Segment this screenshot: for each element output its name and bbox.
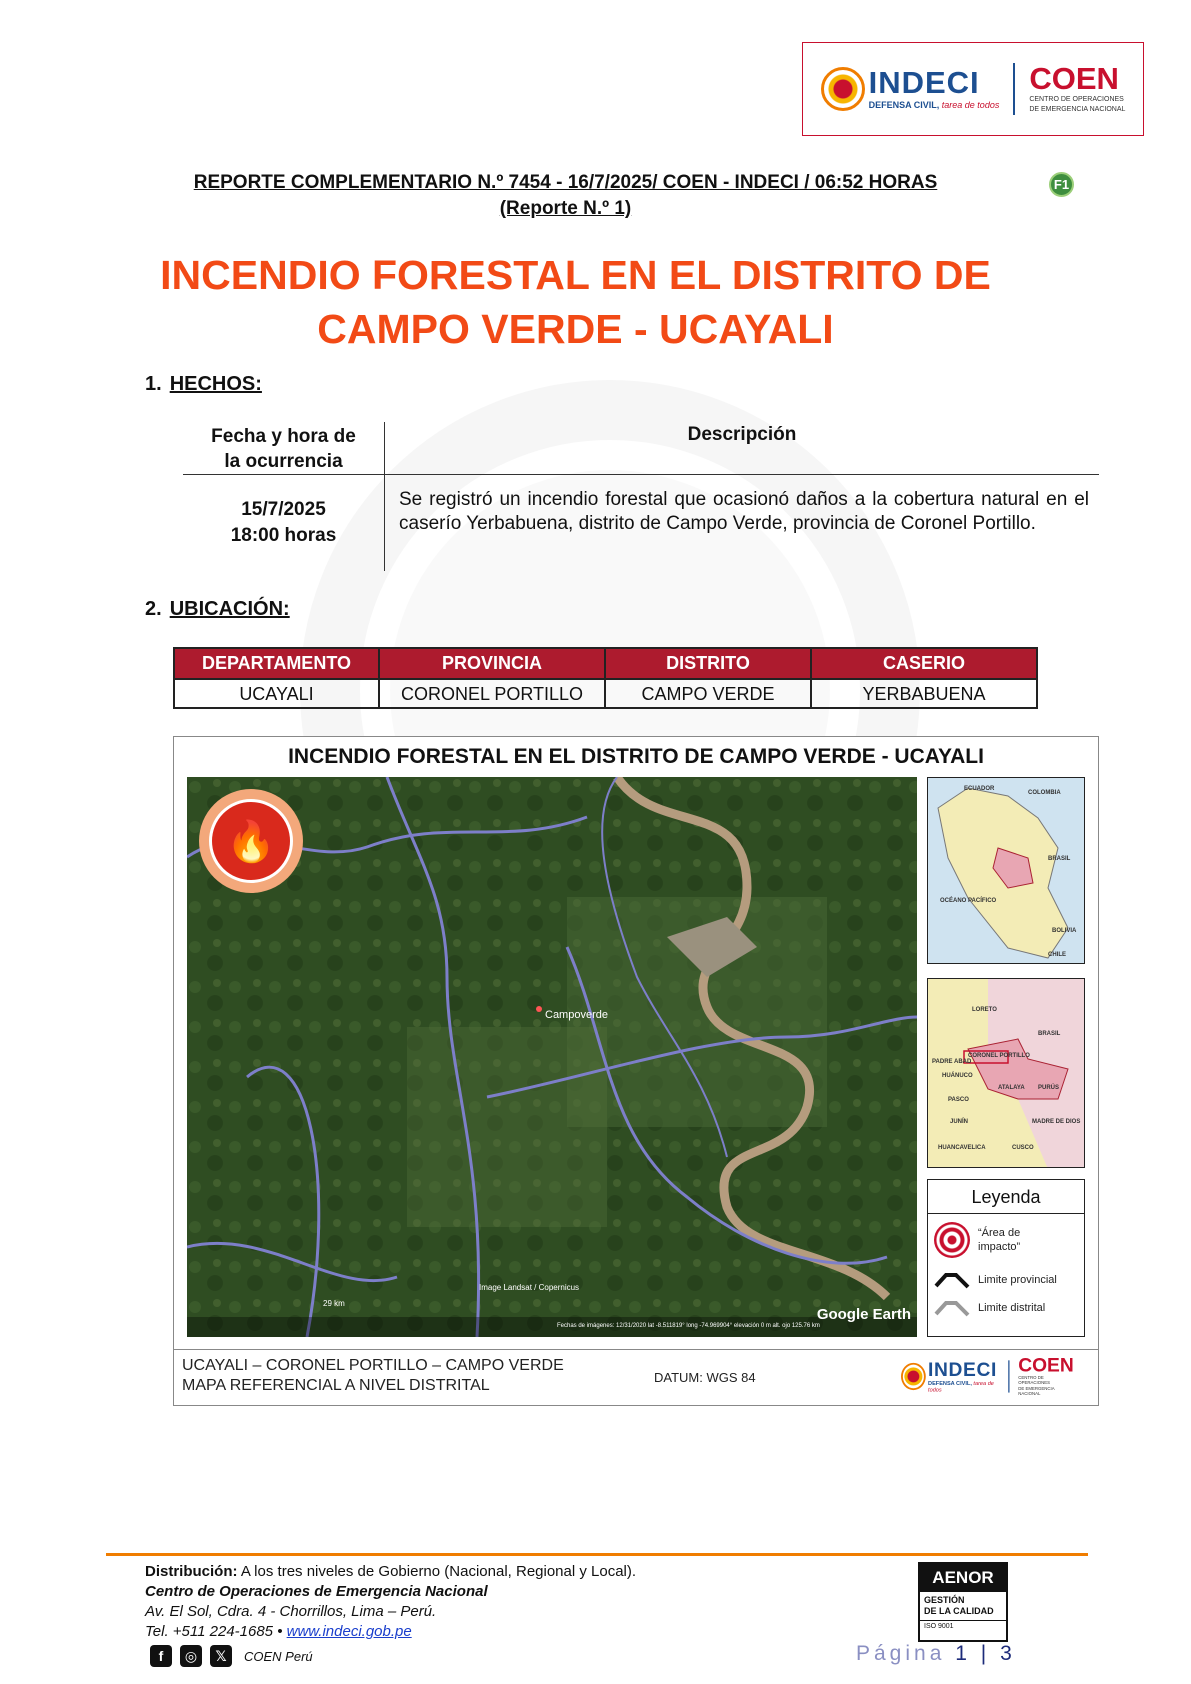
map-scale-label: 29 km [323, 1299, 345, 1308]
map-info-strip: Fechas de imágenes: 12/31/2020 lat -8.511819° long -74.969904° elevación 0 m alt. ojo 125.76 km [557, 1323, 820, 1329]
inset-map-ucayali: LORETO BRASIL CORONEL PORTILLO PADRE ABAD HUÁNUCO ATALAYA PURÚS PASCO JUNÍN MADRE DE DIOS CUSCO HUANCAVELICA [927, 978, 1085, 1168]
aenor-certification-badge: AENOR GESTIÓN DE LA CALIDAD ISO 9001 [918, 1562, 1008, 1642]
report-sequence: (Reporte N.º 1) [499, 198, 632, 219]
hechos-data-row [183, 475, 1099, 571]
ubicacion-header-row [175, 649, 1036, 678]
coen-wordmark: COEN [1029, 61, 1119, 96]
social-links [150, 1645, 313, 1667]
impact-target-icon [934, 1222, 970, 1258]
logo-divider [1013, 63, 1015, 115]
page-number: Página 1 | 3 [856, 1642, 1016, 1665]
map-figure [173, 736, 1099, 1406]
map-footer [174, 1349, 1098, 1405]
legend-impact: “Área de impacto” [934, 1222, 1084, 1258]
occurrence-description: Se registró un incendio forestal que ocasionó daños a la cobertura natural en el caserío Yerbabuena, distrito de Campo Verde, provincia de Coronel Portillo. [399, 489, 1089, 534]
hechos-header-row [183, 422, 1099, 475]
value-departamento: UCAYALI [175, 678, 380, 707]
map-footer-logo: INDECI DEFENSA CIVIL, tarea de todos COEN CENTRO DE OPERACIONES DE EMERGENCIA NACIONAL [901, 1356, 1074, 1397]
facebook-icon[interactable]: f [150, 1645, 172, 1667]
ubicacion-table [173, 647, 1038, 709]
social-handle: COEN Perú [244, 1648, 313, 1664]
satellite-map [187, 777, 917, 1337]
header-caserio: CASERIO [812, 649, 1036, 678]
map-legend [927, 1179, 1085, 1337]
legend-provincial: Limite provincial [934, 1270, 1084, 1290]
fire-badge-icon: 🔥 [199, 789, 303, 893]
value-provincia: CORONEL PORTILLO [380, 678, 606, 707]
ubicacion-data-row [175, 678, 1036, 707]
hechos-table [183, 422, 1099, 571]
header-provincia: PROVINCIA [380, 649, 606, 678]
indeci-wordmark: INDECI [868, 65, 980, 100]
legend-title: Leyenda [928, 1180, 1084, 1214]
header-logo-box [802, 42, 1144, 136]
occurrence-datetime: 15/7/2025 18:00 horas [183, 475, 385, 571]
date-header: Fecha y hora de la ocurrencia [183, 422, 385, 474]
map-title: INCENDIO FORESTAL EN EL DISTRITO DE CAMPO VERDE - UCAYALI [288, 745, 984, 768]
coen-subtitle-1: CENTRO DE OPERACIONES [1029, 96, 1124, 103]
provincial-line-icon [934, 1270, 970, 1290]
f1-badge-icon: F1 [1049, 172, 1074, 197]
legend-distrital: Limite distrital [934, 1298, 1084, 1318]
google-earth-logo: Google Earth [816, 1306, 911, 1323]
section-ubicacion-heading: 2. UBICACIÓN: [145, 598, 290, 620]
header-departamento: DEPARTAMENTO [175, 649, 380, 678]
footer-contact: Distribución: A los tres niveles de Gobierno (Nacional, Regional y Local). Centro de Operaciones de Emergencia Nacional Av. El Sol, Cdra. 4 - Chorrillos, Lima – Perú. Tel. +511 224-1685 • www.indeci.gob.pe [145, 1563, 637, 1640]
section-hechos-heading: 1. HECHOS: [145, 373, 262, 395]
indeci-emblem-icon [821, 67, 865, 111]
page-title: INCENDIO FORESTAL EN EL DISTRITO DE CAMPO VERDE - UCAYALI [160, 252, 991, 352]
indeci-tagline: DEFENSA CIVIL, tarea de todos [868, 100, 1000, 110]
coen-subtitle-2: DE EMERGENCIA NACIONAL [1029, 106, 1126, 113]
value-distrito: CAMPO VERDE [606, 678, 812, 707]
instagram-icon[interactable]: ◎ [180, 1645, 202, 1667]
report-number: REPORTE COMPLEMENTARIO N.º 7454 - 16/7/2025/ COEN - INDECI / 06:52 HORAS [193, 172, 938, 193]
footer-rule [106, 1553, 1088, 1556]
website-link[interactable]: www.indeci.gob.pe [286, 1623, 412, 1640]
description-header: Descripción [687, 424, 797, 445]
map-image-credit: Image Landsat / Copernicus [479, 1283, 580, 1292]
map-place-label: Campoverde [545, 1009, 608, 1021]
value-caserio: YERBABUENA [812, 678, 1036, 707]
x-icon[interactable]: 𝕏 [210, 1645, 232, 1667]
header-distrito: DISTRITO [606, 649, 812, 678]
map-datum: DATUM: WGS 84 [654, 1370, 756, 1385]
inset-map-peru: ECUADOR COLOMBIA BRASIL OCÉANO PACÍFICO BOLIVIA CHILE [927, 777, 1085, 964]
map-footer-caption: UCAYALI – CORONEL PORTILLO – CAMPO VERDE MAPA REFERENCIAL A NIVEL DISTRITAL [182, 1357, 564, 1394]
indeci-emblem-icon [901, 1363, 926, 1390]
indeci-coen-logo [821, 63, 1126, 115]
distrital-line-icon [934, 1298, 970, 1318]
